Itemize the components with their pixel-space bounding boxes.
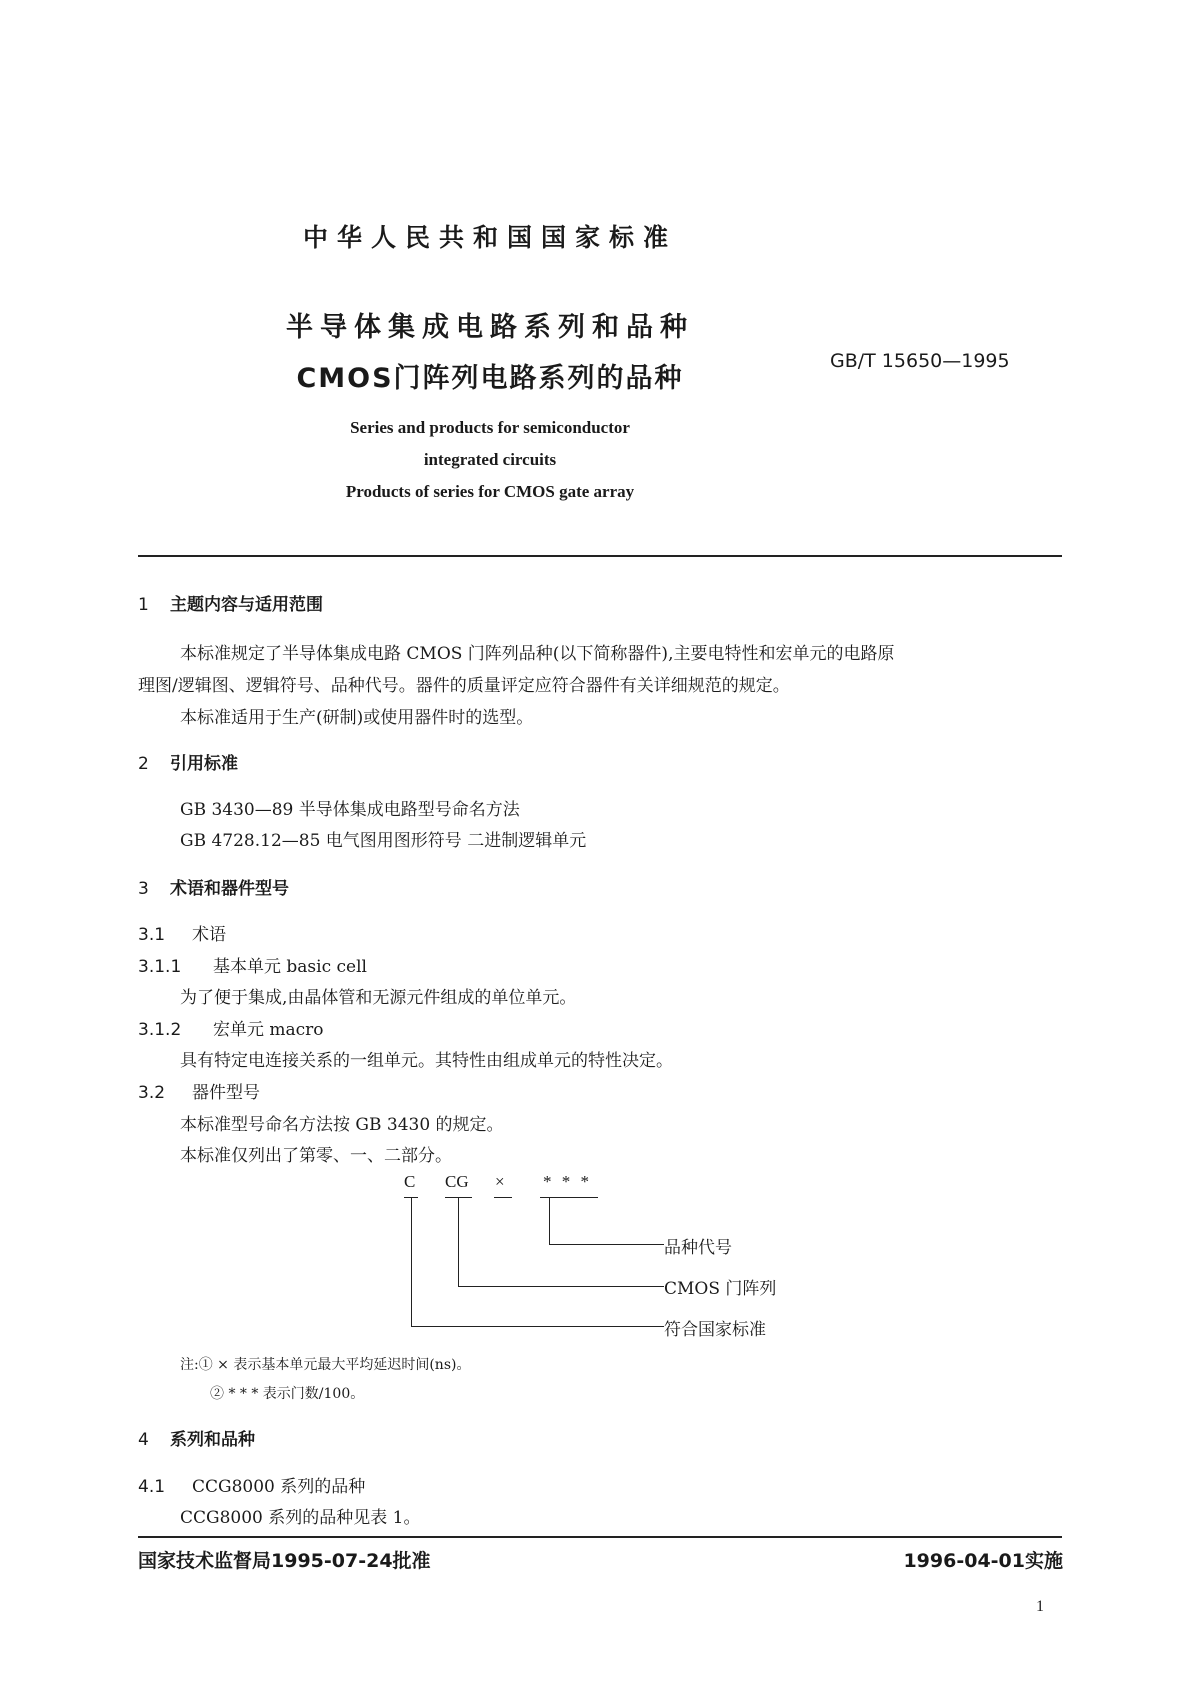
subsection-number: 3.2 bbox=[138, 1083, 166, 1103]
subsection-title: 器件型号 bbox=[192, 1083, 260, 1103]
section-4-heading bbox=[138, 1425, 255, 1450]
title-en-line2: integrated circuits bbox=[423, 450, 557, 469]
diagram-part-c: C bbox=[404, 1172, 416, 1191]
section-title: 系列和品种 bbox=[170, 1430, 255, 1450]
series-table-reference: CCG8000 系列的品种见表 1。 bbox=[180, 1508, 421, 1528]
diagram-note-1: 注:① × 表示基本单元最大平均延迟时间(ns)。 bbox=[180, 1357, 471, 1373]
title-en-line1: Series and products for semiconductor bbox=[350, 418, 630, 437]
diagram-part-x: × bbox=[495, 1172, 505, 1191]
connector-c-vertical bbox=[411, 1198, 412, 1327]
underline-x bbox=[494, 1197, 512, 1198]
macro-definition: 具有特定电连接关系的一组单元。其特性由组成单元的特性决定。 bbox=[180, 1051, 673, 1071]
connector-cg-vertical bbox=[458, 1198, 459, 1287]
subsection-title: CCG8000 系列的品种 bbox=[192, 1477, 366, 1497]
subsection-3-1-2 bbox=[138, 1015, 324, 1040]
subsection-number: 3.1.1 bbox=[138, 957, 182, 977]
section-number: 1 bbox=[138, 595, 149, 615]
national-standard-heading: 中华人民共和国国家标准 bbox=[302, 223, 677, 252]
reference-gb4728: GB 4728.12—85 电气图用图形符号 二进制逻辑单元 bbox=[180, 831, 587, 851]
subsection-title: 基本单元 basic cell bbox=[213, 957, 367, 977]
section-number: 3 bbox=[138, 879, 149, 899]
connector-c-horizontal bbox=[411, 1326, 664, 1327]
section-1-heading bbox=[138, 590, 323, 615]
title-en-line3: Products of series for CMOS gate array bbox=[345, 482, 635, 501]
subsection-title: 宏单元 macro bbox=[213, 1020, 324, 1040]
section-number: 2 bbox=[138, 754, 149, 774]
reference-gb3430: GB 3430—89 半导体集成电路型号命名方法 bbox=[180, 800, 520, 820]
section-2-heading bbox=[138, 749, 238, 774]
title-cn-line1: 半导体集成电路系列和品种 bbox=[286, 312, 694, 343]
connector-stars-vertical bbox=[549, 1198, 550, 1245]
standard-number: GB/T 15650—1995 bbox=[830, 350, 1010, 372]
section-1-paragraph-1-line-2: 理图/逻辑图、逻辑符号、品种代号。器件的质量评定应符合器件有关详细规范的规定。 bbox=[138, 676, 790, 696]
subsection-4-1 bbox=[138, 1472, 365, 1497]
subsection-number: 3.1.2 bbox=[138, 1020, 182, 1040]
label-cmos-gate-array: CMOS 门阵列 bbox=[664, 1279, 777, 1299]
parts-listed-note: 本标准仅列出了第零、一、二部分。 bbox=[180, 1146, 452, 1166]
implementation-date: 1996-04-01实施 bbox=[903, 1550, 1063, 1572]
diagram-part-cg: CG bbox=[445, 1172, 469, 1191]
connector-stars-horizontal bbox=[549, 1244, 664, 1245]
subsection-3-1 bbox=[138, 920, 226, 945]
footer-divider bbox=[138, 1536, 1062, 1538]
header-divider bbox=[138, 555, 1062, 557]
basic-cell-definition: 为了便于集成,由晶体管和无源元件组成的单位单元。 bbox=[180, 988, 577, 1008]
section-1-paragraph-1-line-1: 本标准规定了半导体集成电路 CMOS 门阵列品种(以下简称器件),主要电特性和宏单元的电路原 bbox=[180, 644, 895, 664]
subsection-number: 3.1 bbox=[138, 925, 166, 945]
label-product-code: 品种代号 bbox=[664, 1238, 732, 1258]
section-title: 引用标准 bbox=[170, 754, 238, 774]
page-number: 1 bbox=[1036, 1598, 1044, 1615]
title-cn-line2: CMOS门阵列电路系列的品种 bbox=[296, 363, 684, 394]
diagram-part-stars: * * * bbox=[543, 1172, 592, 1191]
subsection-title: 术语 bbox=[192, 925, 226, 945]
approval-date: 国家技术监督局1995-07-24批准 bbox=[138, 1550, 431, 1572]
section-1-paragraph-2: 本标准适用于生产(研制)或使用器件时的选型。 bbox=[180, 708, 534, 728]
subsection-3-1-1 bbox=[138, 952, 367, 977]
diagram-note-2: ② * * * 表示门数/100。 bbox=[210, 1386, 365, 1402]
subsection-3-2 bbox=[138, 1078, 260, 1103]
model-naming-rule: 本标准型号命名方法按 GB 3430 的规定。 bbox=[180, 1115, 504, 1135]
section-number: 4 bbox=[138, 1430, 149, 1450]
connector-cg-horizontal bbox=[458, 1286, 664, 1287]
subsection-number: 4.1 bbox=[138, 1477, 166, 1497]
section-title: 主题内容与适用范围 bbox=[170, 595, 323, 615]
section-3-heading bbox=[138, 874, 289, 899]
label-national-standard: 符合国家标准 bbox=[664, 1320, 766, 1340]
section-title: 术语和器件型号 bbox=[170, 879, 289, 899]
